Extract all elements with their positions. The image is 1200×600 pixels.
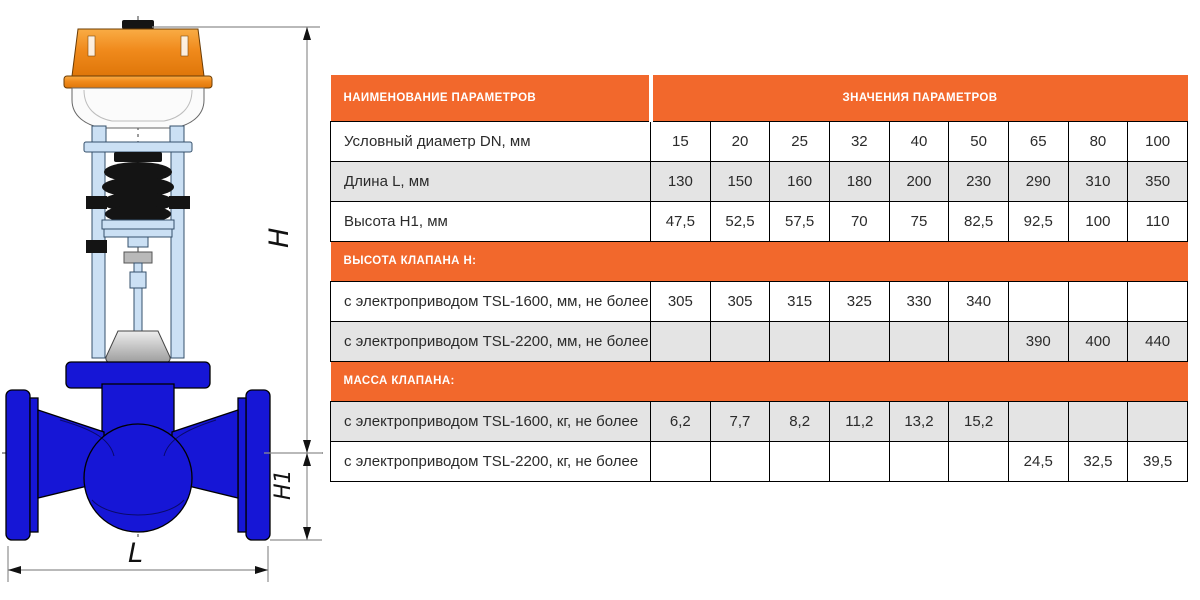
table-header-params: НАИМЕНОВАНИЕ ПАРАМЕТРОВ — [331, 75, 651, 121]
param-value — [710, 441, 770, 481]
param-value: 130 — [651, 161, 711, 201]
table-header-row — [331, 75, 1188, 121]
param-value: 40 — [889, 121, 949, 161]
param-value: 80 — [1068, 121, 1128, 161]
plug-cone-icon — [106, 331, 170, 363]
param-value: 65 — [1008, 121, 1068, 161]
param-value — [1068, 281, 1128, 321]
param-value: 440 — [1128, 321, 1188, 361]
section-label: МАССА КЛАПАНА: — [331, 361, 1188, 401]
param-value: 100 — [1068, 201, 1128, 241]
param-value: 160 — [770, 161, 830, 201]
dim-h1-label: H1 — [271, 469, 296, 500]
param-value: 305 — [651, 281, 711, 321]
param-value: 230 — [949, 161, 1009, 201]
param-value — [770, 321, 830, 361]
param-value — [829, 321, 889, 361]
param-label: Высота H1, мм — [331, 201, 651, 241]
bellows-icon — [102, 162, 174, 223]
section-label: ВЫСОТА КЛАПАНА H: — [331, 241, 1188, 281]
param-value — [770, 441, 830, 481]
param-value: 13,2 — [889, 401, 949, 441]
param-value: 315 — [770, 281, 830, 321]
param-value: 6,2 — [651, 401, 711, 441]
table-body — [331, 121, 1188, 481]
specs-table — [330, 75, 1188, 482]
param-value: 32,5 — [1068, 441, 1128, 481]
section-row — [331, 361, 1188, 401]
table-row — [331, 201, 1188, 241]
param-value: 330 — [889, 281, 949, 321]
param-value — [1128, 401, 1188, 441]
param-value — [710, 321, 770, 361]
param-value: 92,5 — [1008, 201, 1068, 241]
param-value: 11,2 — [829, 401, 889, 441]
param-label: с электроприводом TSL-1600, мм, не более — [331, 281, 651, 321]
param-value — [889, 441, 949, 481]
param-value — [1008, 281, 1068, 321]
param-value: 8,2 — [770, 401, 830, 441]
param-value: 100 — [1128, 121, 1188, 161]
param-value: 25 — [770, 121, 830, 161]
yoke-and-bellows — [84, 126, 192, 365]
dimension-l — [8, 538, 268, 582]
table-row — [331, 161, 1188, 201]
param-value: 305 — [710, 281, 770, 321]
param-value: 82,5 — [949, 201, 1009, 241]
param-value: 325 — [829, 281, 889, 321]
section-row — [331, 241, 1188, 281]
param-value: 24,5 — [1008, 441, 1068, 481]
dim-h-label: H — [264, 227, 295, 248]
valve-drawing — [0, 0, 330, 600]
param-value: 75 — [889, 201, 949, 241]
param-value — [1068, 401, 1128, 441]
param-value: 52,5 — [710, 201, 770, 241]
param-value: 15 — [651, 121, 711, 161]
param-value: 20 — [710, 121, 770, 161]
param-value: 15,2 — [949, 401, 1009, 441]
param-label: Длина L, мм — [331, 161, 651, 201]
param-value — [949, 441, 1009, 481]
param-value: 47,5 — [651, 201, 711, 241]
param-value: 110 — [1128, 201, 1188, 241]
dimension-h1 — [264, 453, 322, 540]
table-row — [331, 121, 1188, 161]
param-value — [651, 441, 711, 481]
table-row — [331, 401, 1188, 441]
param-value: 7,7 — [710, 401, 770, 441]
param-value: 70 — [829, 201, 889, 241]
param-value — [1008, 401, 1068, 441]
param-value — [949, 321, 1009, 361]
param-value — [889, 321, 949, 361]
param-value — [1128, 281, 1188, 321]
param-label: Условный диаметр DN, мм — [331, 121, 651, 161]
table-row — [331, 441, 1188, 481]
table-row — [331, 321, 1188, 361]
table-row — [331, 281, 1188, 321]
param-value: 350 — [1128, 161, 1188, 201]
param-value: 200 — [889, 161, 949, 201]
param-value: 150 — [710, 161, 770, 201]
param-value: 57,5 — [770, 201, 830, 241]
param-value: 340 — [949, 281, 1009, 321]
table-header-values: ЗНАЧЕНИЯ ПАРАМЕТРОВ — [651, 75, 1188, 121]
param-value: 180 — [829, 161, 889, 201]
param-value — [651, 321, 711, 361]
param-label: с электроприводом TSL-2200, кг, не более — [331, 441, 651, 481]
param-value — [829, 441, 889, 481]
param-value: 290 — [1008, 161, 1068, 201]
param-value: 39,5 — [1128, 441, 1188, 481]
param-value: 50 — [949, 121, 1009, 161]
param-value: 390 — [1008, 321, 1068, 361]
param-label: с электроприводом TSL-1600, кг, не более — [331, 401, 651, 441]
electric-actuator-icon — [64, 20, 212, 128]
param-value: 400 — [1068, 321, 1128, 361]
dim-l-label: L — [128, 538, 144, 569]
valve-body-icon — [6, 362, 270, 540]
param-value: 310 — [1068, 161, 1128, 201]
param-label: с электроприводом TSL-2200, мм, не более — [331, 321, 651, 361]
param-value: 32 — [829, 121, 889, 161]
